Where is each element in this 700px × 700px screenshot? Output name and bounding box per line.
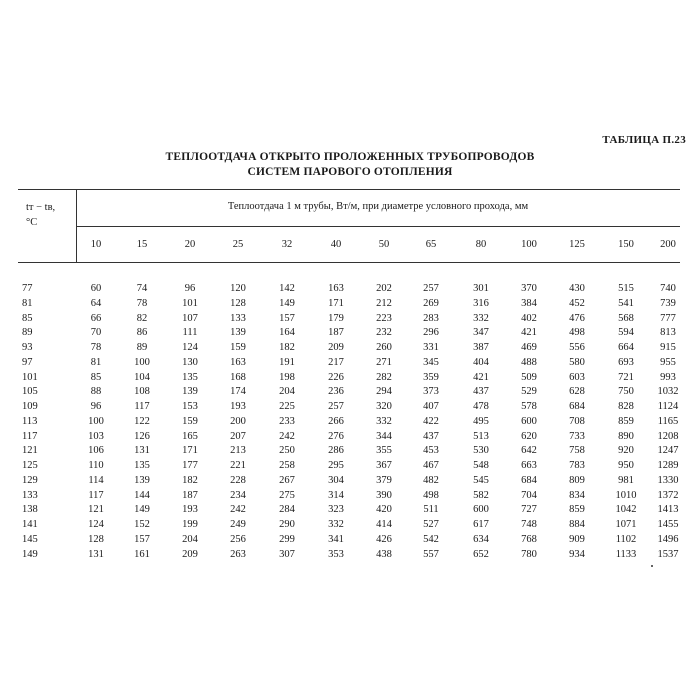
heat-transfer-value-cell: 511 [423, 504, 439, 516]
temperature-difference-cell: 117 [22, 430, 38, 442]
heat-transfer-value-cell: 316 [473, 297, 489, 309]
heat-transfer-value-cell: 131 [134, 445, 150, 457]
heat-transfer-value-cell: 60 [90, 283, 102, 294]
heat-transfer-value-cell: 422 [423, 415, 439, 427]
heat-transfer-value-cell: 345 [423, 356, 439, 368]
heat-transfer-value-cell: 420 [376, 504, 392, 516]
heat-transfer-value-cell: 652 [473, 548, 489, 560]
heat-transfer-value-cell: 430 [569, 283, 585, 294]
heat-transfer-value-cell: 89 [136, 342, 148, 353]
heat-transfer-value-cell: 684 [521, 474, 537, 486]
heat-transfer-value-cell: 1537 [657, 548, 679, 560]
heat-transfer-value-cell: 78 [136, 297, 148, 309]
heat-transfer-value-cell: 126 [134, 430, 150, 442]
header-bottom-rule [18, 262, 680, 263]
heat-transfer-value-cell: 387 [473, 342, 489, 353]
heat-transfer-value-cell: 103 [88, 430, 104, 442]
heat-transfer-value-cell: 135 [182, 371, 198, 383]
heat-transfer-value-cell: 257 [423, 283, 439, 294]
heat-transfer-value-cell: 163 [328, 283, 344, 294]
heat-transfer-value-cell: 209 [328, 342, 344, 353]
heat-transfer-value-cell: 934 [569, 548, 585, 560]
temperature-difference-cell: 121 [22, 445, 38, 457]
heat-transfer-value-cell: 284 [279, 504, 295, 516]
heat-transfer-value-cell: 568 [618, 312, 634, 324]
heat-transfer-value-cell: 993 [660, 371, 676, 383]
heat-transfer-value-cell: 1124 [657, 401, 679, 412]
heat-transfer-value-cell: 704 [521, 489, 537, 501]
heat-transfer-value-cell: 780 [521, 548, 537, 560]
heat-transfer-value-cell: 1413 [657, 504, 679, 516]
heat-transfer-value-cell: 777 [660, 312, 676, 324]
heat-transfer-value-cell: 171 [328, 297, 344, 309]
heat-transfer-value-cell: 740 [660, 283, 676, 294]
heat-transfer-value-cell: 121 [88, 504, 104, 516]
heat-transfer-value-cell: 467 [423, 460, 439, 471]
heat-transfer-value-cell: 164 [279, 327, 295, 339]
temperature-difference-cell: 77 [22, 283, 33, 294]
heat-transfer-value-cell: 124 [182, 342, 198, 353]
heat-transfer-value-cell: 161 [134, 548, 150, 560]
heat-transfer-value-cell: 114 [88, 474, 104, 486]
heat-transfer-value-cell: 177 [182, 460, 198, 471]
heat-transfer-value-cell: 139 [134, 474, 150, 486]
temperature-difference-cell: 125 [22, 460, 38, 471]
heat-transfer-value-cell: 159 [182, 415, 198, 427]
heat-transfer-value-cell: 130 [182, 356, 198, 368]
heat-transfer-value-cell: 748 [521, 519, 537, 530]
diameter-header-cell: 80 [475, 239, 487, 250]
heat-transfer-value-cell: 355 [376, 445, 392, 457]
heat-transfer-value-cell: 275 [279, 489, 295, 501]
heat-transfer-value-cell: 578 [521, 401, 537, 412]
heat-transfer-value-cell: 139 [230, 327, 246, 339]
heat-transfer-value-cell: 452 [569, 297, 585, 309]
heat-transfer-value-cell: 437 [423, 430, 439, 442]
heat-transfer-value-cell: 414 [376, 519, 392, 530]
heat-transfer-value-cell: 541 [618, 297, 634, 309]
temperature-difference-cell: 138 [22, 504, 38, 516]
heat-transfer-value-cell: 320 [376, 401, 392, 412]
heat-transfer-value-cell: 128 [230, 297, 246, 309]
temperature-difference-cell: 81 [22, 297, 33, 309]
header-mid-rule [76, 226, 680, 227]
heat-transfer-value-cell: 663 [521, 460, 537, 471]
heat-transfer-value-cell: 950 [618, 460, 634, 471]
heat-transfer-value-cell: 498 [423, 489, 439, 501]
heat-transfer-value-cell: 379 [376, 474, 392, 486]
heat-transfer-value-cell: 733 [569, 430, 585, 442]
heat-transfer-value-cell: 617 [473, 519, 489, 530]
heat-transfer-value-cell: 915 [660, 342, 676, 353]
heat-transfer-value-cell: 664 [618, 342, 634, 353]
heat-transfer-value-cell: 202 [376, 283, 392, 294]
heat-transfer-value-cell: 331 [423, 342, 439, 353]
diameter-header-cell: 15 [136, 239, 148, 250]
heat-transfer-value-cell: 530 [473, 445, 489, 457]
heat-transfer-value-cell: 684 [569, 401, 585, 412]
heat-transfer-value-cell: 402 [521, 312, 537, 324]
heat-transfer-value-cell: 157 [134, 533, 150, 545]
heat-transfer-value-cell: 603 [569, 371, 585, 383]
heat-transfer-value-cell: 478 [473, 401, 489, 412]
temperature-difference-header [26, 200, 55, 230]
heat-transfer-value-cell: 86 [136, 327, 148, 339]
heat-transfer-value-cell: 168 [230, 371, 246, 383]
heat-transfer-value-cell: 1372 [657, 489, 679, 501]
temperature-difference-cell: 109 [22, 401, 38, 412]
heat-transfer-value-cell: 1165 [657, 415, 679, 427]
heat-transfer-value-cell: 314 [328, 489, 344, 501]
heat-transfer-value-cell: 739 [660, 297, 676, 309]
heat-transfer-value-cell: 213 [230, 445, 246, 457]
heat-transfer-value-cell: 200 [230, 415, 246, 427]
heat-transfer-value-cell: 556 [569, 342, 585, 353]
heat-transfer-value-cell: 1102 [615, 533, 637, 545]
heat-transfer-value-cell: 347 [473, 327, 489, 339]
heat-transfer-value-cell: 721 [618, 371, 634, 383]
diameter-header-cell: 32 [281, 239, 293, 250]
heat-transfer-value-cell: 384 [521, 297, 537, 309]
heat-transfer-value-cell: 250 [279, 445, 295, 457]
heat-transfer-value-cell: 74 [136, 283, 148, 294]
heat-transfer-value-cell: 557 [423, 548, 439, 560]
diameter-header-cell: 150 [618, 239, 634, 250]
heat-transfer-value-cell: 727 [521, 504, 537, 516]
temperature-difference-cell: 133 [22, 489, 38, 501]
heat-transfer-value-cell: 64 [90, 297, 102, 309]
heat-transfer-value-cell: 209 [182, 548, 198, 560]
heat-transfer-value-cell: 498 [569, 327, 585, 339]
heat-transfer-value-cell: 139 [182, 386, 198, 398]
heat-transfer-value-cell: 226 [328, 371, 344, 383]
heat-transfer-value-cell: 108 [134, 386, 150, 398]
heat-transfer-value-cell: 70 [90, 327, 102, 339]
heat-transfer-value-cell: 276 [328, 430, 344, 442]
diameter-header-cell: 200 [660, 239, 676, 250]
heat-transfer-value-cell: 437 [473, 386, 489, 398]
heat-transfer-value-cell: 144 [134, 489, 150, 501]
heat-transfer-value-cell: 1010 [615, 489, 637, 501]
heat-transfer-value-cell: 600 [521, 415, 537, 427]
temperature-difference-cell: 113 [22, 415, 38, 427]
heat-transfer-value-cell: 981 [618, 474, 634, 486]
heat-transfer-value-cell: 1071 [615, 519, 637, 530]
diameter-header-cell: 40 [330, 239, 342, 250]
heat-transfer-value-cell: 153 [182, 401, 198, 412]
temperature-unit-label: °C [26, 217, 38, 228]
heat-transfer-value-cell: 1133 [615, 548, 637, 560]
heat-transfer-value-cell: 191 [279, 356, 295, 368]
heat-transfer-value-cell: 257 [328, 401, 344, 412]
heat-transfer-value-cell: 236 [328, 386, 344, 398]
heat-transfer-value-cell: 117 [88, 489, 104, 501]
heat-transfer-value-cell: 66 [90, 312, 102, 324]
heat-transfer-value-cell: 1032 [657, 386, 679, 398]
heat-transfer-value-cell: 407 [423, 401, 439, 412]
heat-transfer-value-cell: 332 [328, 519, 344, 530]
heat-transfer-value-cell: 359 [423, 371, 439, 383]
heat-transfer-value-cell: 373 [423, 386, 439, 398]
heat-transfer-value-cell: 260 [376, 342, 392, 353]
heat-transfer-value-cell: 295 [328, 460, 344, 471]
heat-transfer-value-cell: 344 [376, 430, 392, 442]
temperature-difference-cell: 93 [22, 342, 33, 353]
heat-transfer-value-cell: 1042 [615, 504, 637, 516]
heat-transfer-value-cell: 207 [230, 430, 246, 442]
heat-transfer-value-cell: 332 [376, 415, 392, 427]
heat-transfer-value-cell: 225 [279, 401, 295, 412]
heat-transfer-value-cell: 307 [279, 548, 295, 560]
heat-transfer-value-cell: 768 [521, 533, 537, 545]
heat-transfer-value-cell: 149 [279, 297, 295, 309]
heat-transfer-value-cell: 242 [279, 430, 295, 442]
heat-transfer-value-cell: 834 [569, 489, 585, 501]
heat-transfer-value-cell: 120 [230, 283, 246, 294]
heat-transfer-value-cell: 542 [423, 533, 439, 545]
temperature-difference-cell: 85 [22, 312, 33, 324]
heat-transfer-value-cell: 106 [88, 445, 104, 457]
heat-transfer-value-cell: 135 [134, 460, 150, 471]
temperature-difference-cell: 105 [22, 386, 38, 398]
heat-transfer-value-cell: 204 [279, 386, 295, 398]
heat-transfer-value-cell: 96 [90, 401, 102, 412]
heat-transfer-value-cell: 187 [182, 489, 198, 501]
heat-transfer-value-cell: 263 [230, 548, 246, 560]
heat-transfer-value-cell: 193 [230, 401, 246, 412]
temperature-difference-cell: 97 [22, 356, 33, 368]
heat-transfer-value-cell: 304 [328, 474, 344, 486]
heat-transfer-value-cell: 469 [521, 342, 537, 353]
heat-transfer-value-cell: 453 [423, 445, 439, 457]
heat-transfer-value-cell: 513 [473, 430, 489, 442]
heat-transfer-value-cell: 107 [182, 312, 198, 324]
temperature-difference-cell: 101 [22, 371, 38, 383]
heat-transfer-value-cell: 256 [230, 533, 246, 545]
heat-transfer-value-cell: 133 [230, 312, 246, 324]
heat-transfer-value-cell: 232 [376, 327, 392, 339]
heat-transfer-value-cell: 104 [134, 371, 150, 383]
heat-transfer-value-cell: 580 [569, 356, 585, 368]
heat-transfer-value-cell: 693 [618, 356, 634, 368]
heat-transfer-value-cell: 920 [618, 445, 634, 457]
top-rule [18, 189, 680, 190]
heat-transfer-value-cell: 157 [279, 312, 295, 324]
heat-transfer-value-cell: 783 [569, 460, 585, 471]
heat-transfer-value-cell: 286 [328, 445, 344, 457]
heat-transfer-value-cell: 233 [279, 415, 295, 427]
diameter-header-cell: 100 [521, 239, 537, 250]
heat-transfer-value-cell: 332 [473, 312, 489, 324]
diameter-header-cell: 10 [90, 239, 102, 250]
heat-transfer-value-cell: 182 [279, 342, 295, 353]
heat-transfer-value-cell: 545 [473, 474, 489, 486]
heat-transfer-value-cell: 96 [184, 283, 196, 294]
heat-transfer-value-cell: 271 [376, 356, 392, 368]
heat-transfer-value-cell: 78 [90, 342, 102, 353]
heat-transfer-value-cell: 182 [182, 474, 198, 486]
temperature-difference-label: tт − tв, [26, 202, 56, 213]
heat-transfer-value-cell: 159 [230, 342, 246, 353]
heat-transfer-value-cell: 179 [328, 312, 344, 324]
heat-transfer-value-cell: 634 [473, 533, 489, 545]
heat-transfer-value-cell: 142 [279, 283, 295, 294]
heat-transfer-header: Теплоотдача 1 м трубы, Вт/м, при диаметре условного прохода, мм [227, 201, 529, 212]
heat-transfer-value-cell: 594 [618, 327, 634, 339]
heat-transfer-value-cell: 404 [473, 356, 489, 368]
heat-transfer-value-cell: 221 [230, 460, 246, 471]
heat-transfer-value-cell: 323 [328, 504, 344, 516]
heat-transfer-value-cell: 600 [473, 504, 489, 516]
title-line-2: СИСТЕМ ПАРОВОГО ОТОПЛЕНИЯ [247, 166, 453, 178]
heat-transfer-value-cell: 515 [618, 283, 634, 294]
heat-transfer-value-cell: 198 [279, 371, 295, 383]
heat-transfer-value-cell: 1289 [657, 460, 679, 471]
heat-transfer-value-cell: 582 [473, 489, 489, 501]
heat-transfer-value-cell: 750 [618, 386, 634, 398]
diameter-header-cell: 25 [232, 239, 244, 250]
heat-transfer-value-cell: 294 [376, 386, 392, 398]
heat-transfer-value-cell: 1208 [657, 430, 679, 442]
heat-transfer-value-cell: 149 [134, 504, 150, 516]
heat-transfer-value-cell: 299 [279, 533, 295, 545]
temperature-difference-cell: 145 [22, 533, 38, 545]
heat-transfer-value-cell: 909 [569, 533, 585, 545]
heat-transfer-value-cell: 128 [88, 533, 104, 545]
heat-transfer-value-cell: 242 [230, 504, 246, 516]
heat-transfer-value-cell: 122 [134, 415, 150, 427]
heat-transfer-value-cell: 421 [521, 327, 537, 339]
heat-transfer-value-cell: 1496 [657, 533, 679, 545]
heat-transfer-value-cell: 234 [230, 489, 246, 501]
heat-transfer-value-cell: 529 [521, 386, 537, 398]
diameter-header-cell: 125 [569, 239, 585, 250]
heat-transfer-value-cell: 758 [569, 445, 585, 457]
heat-transfer-value-cell: 267 [279, 474, 295, 486]
heat-transfer-value-cell: 174 [230, 386, 246, 398]
heat-transfer-value-cell: 301 [473, 283, 489, 294]
heat-transfer-value-cell: 100 [134, 356, 150, 368]
heat-transfer-value-cell: 859 [618, 415, 634, 427]
heat-transfer-value-cell: 124 [88, 519, 104, 530]
heat-transfer-value-cell: 131 [88, 548, 104, 560]
heat-transfer-value-cell: 370 [521, 283, 537, 294]
heat-transfer-value-cell: 482 [423, 474, 439, 486]
heat-transfer-value-cell: 282 [376, 371, 392, 383]
heat-transfer-value-cell: 193 [182, 504, 198, 516]
diameter-header-cell: 50 [378, 239, 390, 250]
heat-transfer-value-cell: 813 [660, 327, 676, 339]
heat-transfer-value-cell: 421 [473, 371, 489, 383]
diameter-header-cell: 65 [425, 239, 437, 250]
heat-transfer-value-cell: 390 [376, 489, 392, 501]
heat-transfer-value-cell: 642 [521, 445, 537, 457]
heat-transfer-value-cell: 859 [569, 504, 585, 516]
heat-transfer-value-cell: 82 [136, 312, 148, 324]
heat-transfer-value-cell: 488 [521, 356, 537, 368]
heat-transfer-value-cell: 476 [569, 312, 585, 324]
heat-transfer-value-cell: 884 [569, 519, 585, 530]
heat-transfer-value-cell: 212 [376, 297, 392, 309]
heat-transfer-value-cell: 266 [328, 415, 344, 427]
heat-transfer-value-cell: 367 [376, 460, 392, 471]
heat-transfer-value-cell: 81 [90, 356, 102, 368]
heat-transfer-value-cell: 88 [90, 386, 102, 398]
table-title [0, 150, 700, 180]
heat-transfer-value-cell: 527 [423, 519, 439, 530]
heat-transfer-value-cell: 341 [328, 533, 344, 545]
heat-transfer-value-cell: 495 [473, 415, 489, 427]
heat-transfer-value-cell: 85 [90, 371, 102, 383]
heat-transfer-value-cell: 828 [618, 401, 634, 412]
temperature-difference-cell: 149 [22, 548, 38, 560]
heat-transfer-value-cell: 187 [328, 327, 344, 339]
table-number: ТАБЛИЦА П.23 [602, 134, 686, 146]
heat-transfer-value-cell: 955 [660, 356, 676, 368]
heat-transfer-value-cell: 296 [423, 327, 439, 339]
temperature-difference-cell: 89 [22, 327, 33, 339]
heat-transfer-value-cell: 152 [134, 519, 150, 530]
heat-transfer-value-cell: 708 [569, 415, 585, 427]
heat-transfer-value-cell: 258 [279, 460, 295, 471]
heat-transfer-value-cell: 426 [376, 533, 392, 545]
heat-transfer-value-cell: 249 [230, 519, 246, 530]
heat-transfer-value-cell: 269 [423, 297, 439, 309]
heat-transfer-value-cell: 290 [279, 519, 295, 530]
heat-transfer-value-cell: 101 [182, 297, 198, 309]
heat-transfer-value-cell: 1247 [657, 445, 679, 457]
heat-transfer-value-cell: 171 [182, 445, 198, 457]
heat-transfer-value-cell: 110 [88, 460, 104, 471]
temperature-difference-cell: 141 [22, 519, 38, 530]
heat-transfer-value-cell: 165 [182, 430, 198, 442]
heat-transfer-value-cell: 809 [569, 474, 585, 486]
heat-transfer-value-cell: 890 [618, 430, 634, 442]
heat-transfer-value-cell: 628 [569, 386, 585, 398]
heat-transfer-value-cell: 1455 [657, 519, 679, 530]
heat-transfer-value-cell: 548 [473, 460, 489, 471]
temperature-difference-cell: 129 [22, 474, 38, 486]
heat-transfer-value-cell: 620 [521, 430, 537, 442]
heat-transfer-value-cell: 283 [423, 312, 439, 324]
heat-transfer-value-cell: 1330 [657, 474, 679, 486]
heat-transfer-value-cell: 199 [182, 519, 198, 530]
heat-transfer-value-cell: 117 [134, 401, 150, 412]
heat-transfer-value-cell: 509 [521, 371, 537, 383]
heat-transfer-value-cell: 100 [88, 415, 104, 427]
title-line-1: ТЕПЛООТДАЧА ОТКРЫТО ПРОЛОЖЕННЫХ ТРУБОПРОВОДОВ [165, 151, 535, 163]
heat-transfer-value-cell: 228 [230, 474, 246, 486]
heat-transfer-value-cell: 353 [328, 548, 344, 560]
heat-transfer-value-cell: 111 [182, 327, 198, 339]
heat-transfer-value-cell: 217 [328, 356, 344, 368]
heat-transfer-value-cell: 438 [376, 548, 392, 560]
heat-transfer-value-cell: 223 [376, 312, 392, 324]
heat-transfer-value-cell: 163 [230, 356, 246, 368]
scan-speck [651, 565, 653, 567]
heat-transfer-value-cell: 204 [182, 533, 198, 545]
diameter-header-cell: 20 [184, 239, 196, 250]
